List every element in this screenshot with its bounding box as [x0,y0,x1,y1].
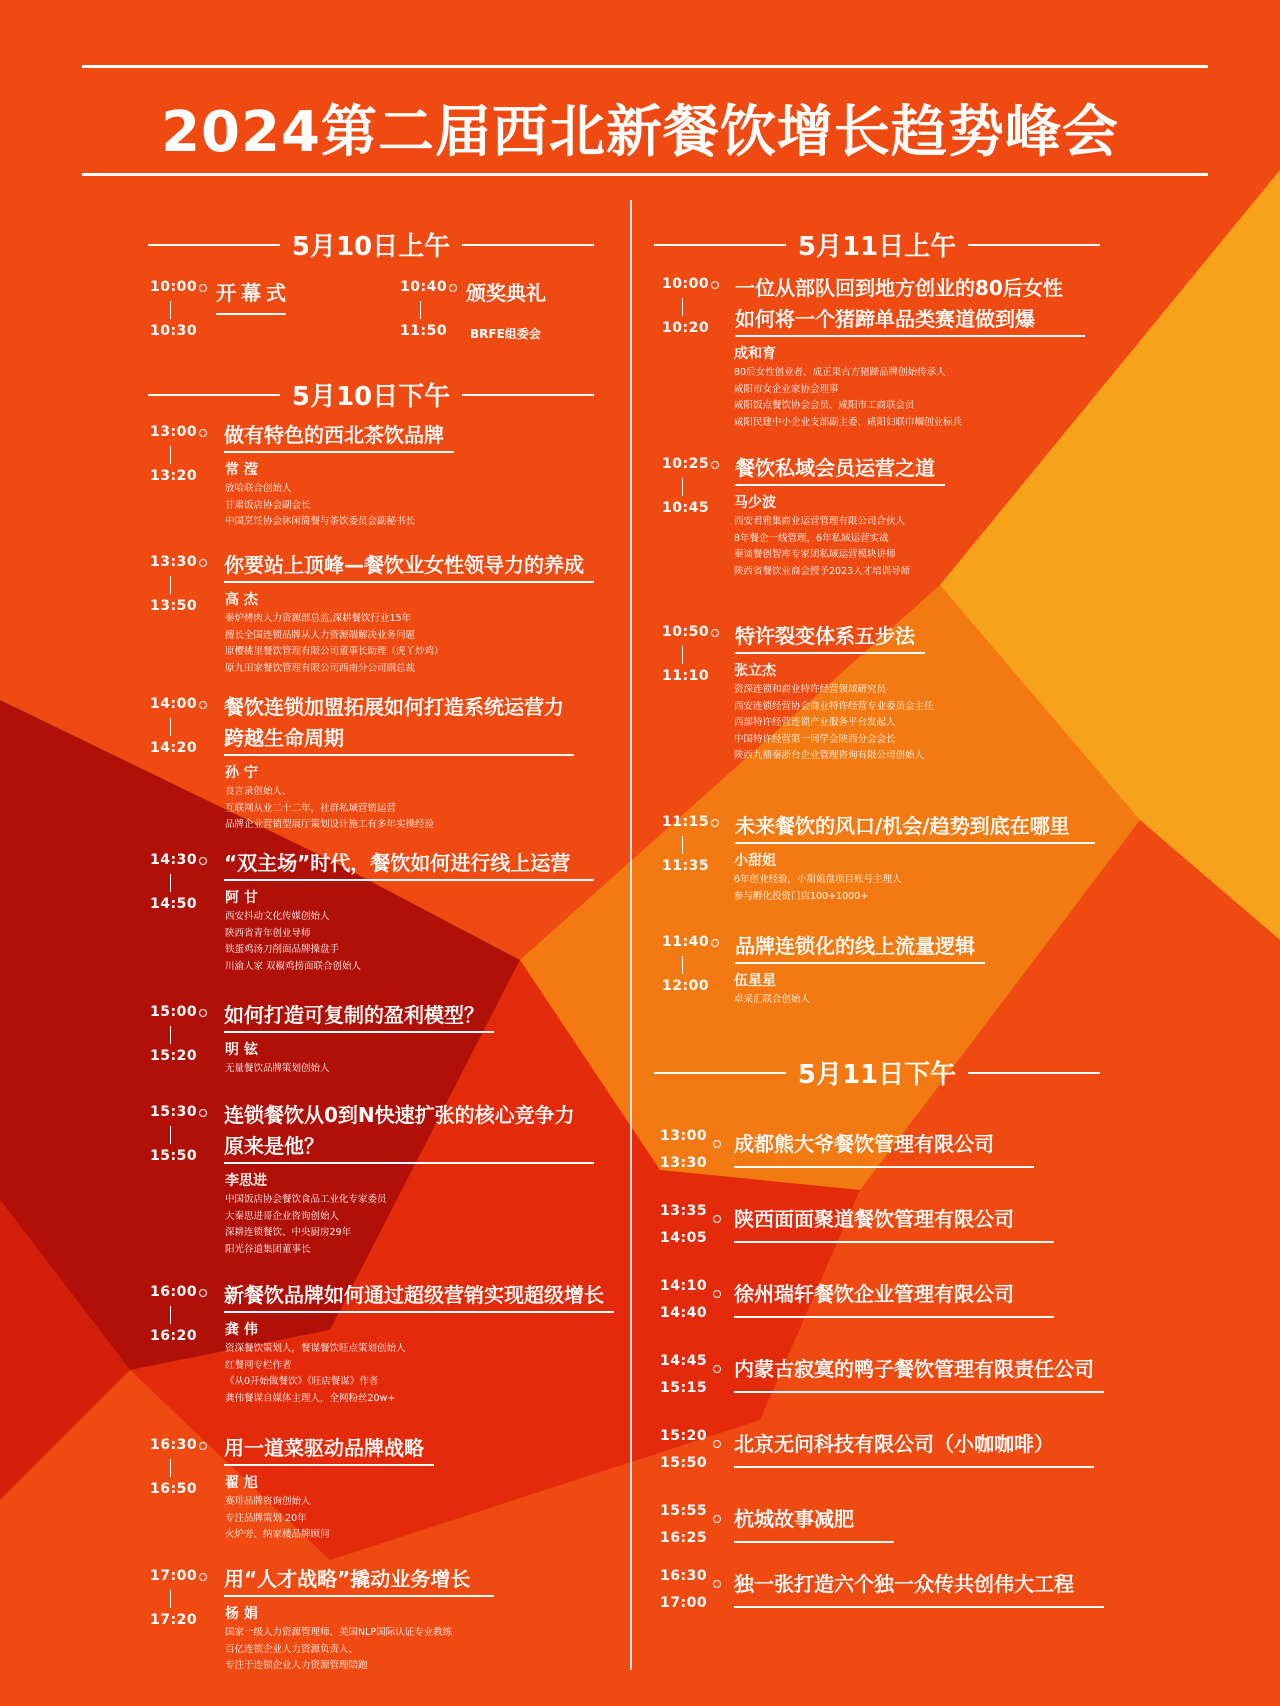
end-time: 10:20 [662,320,710,336]
speaker-detail: 《从0开始做餐饮》《旺店餐谋》作者 [225,1376,379,1387]
company-title: 徐州瑞轩餐饮企业管理有限公司 [734,1282,1014,1306]
time-connector [170,1459,171,1477]
start-time: 16:30 [660,1568,708,1584]
speaker-detail: 专注于连锁企业人力资源管理陪跑 [225,1660,368,1671]
title-underline [216,313,286,315]
session-organizer: BRFE组委会 [470,327,541,341]
time-bullet-icon [711,461,719,469]
start-time: 13:00 [150,424,198,440]
time-connector [420,301,421,319]
speaker-detail: 陕西省餐饮业商会授予2023人才培训导师 [734,565,911,577]
title-underline [735,842,1095,844]
title-underline [734,1391,1104,1393]
time-bullet-icon [199,1442,207,1450]
speaker-detail: 红餐网专栏作者 [225,1359,292,1371]
speaker-detail: 资深连锁和商业特许经营领域研究员 [734,684,887,695]
end-time: 16:25 [660,1530,708,1546]
time-bullet-icon [711,819,719,827]
end-time: 11:35 [662,858,710,874]
speaker-detail: 卓采汇联合创始人 [734,994,811,1005]
session-title: 如何将一个猪蹄单品类赛道做到爆 [735,307,1035,331]
speaker-name: 小甜姐 [734,853,776,869]
session-title: 开幕式 [216,281,291,305]
end-time: 10:30 [150,323,198,339]
speaker-detail: 火炉旁、纳家楼品牌顾问 [225,1529,330,1540]
section-heading: 5月11日上午 [797,232,957,262]
session-title: 餐饮私域会员运营之道 [735,456,935,480]
speaker-detail: 铁蛋鸡汤刀削面品牌操盘手 [225,944,340,955]
speaker-name: 孙 宁 [225,765,258,781]
speaker-name: 李思进 [225,1173,267,1189]
session-title: 用一道菜驱动品牌战略 [224,1436,424,1460]
end-time: 11:50 [400,323,448,339]
start-time: 15:30 [150,1104,198,1120]
speaker-detail: 咸阳市女企业家协会理事 [734,383,839,395]
start-time: 10:50 [662,624,710,640]
end-time: 17:00 [660,1595,708,1611]
time-bullet-icon [199,1109,207,1117]
session-title: 未来餐饮的风口/机会/趋势到底在哪里 [735,814,1070,838]
page-title: 2024第二届西北新餐饮增长趋势峰会 [161,100,1119,165]
title-underline [734,1241,1054,1243]
column-divider [630,200,632,1670]
session-title: 特许裂变体系五步法 [735,624,915,648]
speaker-detail: 8年餐企一线管理，6年私域运营实战 [734,532,889,544]
time-connector [682,646,683,664]
start-time: 11:15 [662,814,710,830]
speaker-detail: 中国特许经营第一同学会陕西分会会长 [734,733,896,745]
section-may10-afternoon [148,376,594,413]
session-title: 颁奖典礼 [466,281,546,305]
speaker-detail: 良言录创始人、 [225,786,292,797]
section-rule [148,244,280,246]
company-title: 成都熊大爷餐饮管理有限公司 [734,1132,994,1156]
session-title: 新餐饮品牌如何通过超级营销实现超级增长 [224,1283,604,1307]
section-rule [148,394,280,396]
speaker-detail: 深耕连锁餐饮、中央厨房29年 [225,1227,352,1238]
time-bullet-icon [199,857,207,865]
speaker-detail: 咸阳民建中小企业支部副主委、咸阳妇联巾帼创业标兵 [734,416,963,428]
speaker-name: 张立杰 [734,663,776,679]
time-bullet-icon [199,429,207,437]
time-connector [170,1306,171,1324]
speaker-detail: 咸阳饭点餐饮协会会员、咸阳市工商联会员 [734,400,915,411]
time-bullet-icon [713,1515,721,1523]
speaker-detail: 秦谈餐创智库专家团私域运营模块讲师 [734,549,896,560]
title-underline [224,1311,614,1313]
speaker-detail: 龚伟餐谋自媒体主理人，全网粉丝20w+ [225,1392,396,1404]
section-rule [462,244,594,246]
section-rule [654,244,786,246]
title-underline [734,1541,894,1543]
section-may11-afternoon [654,1054,1100,1091]
speaker-detail: 陕西省青年创业导师 [225,927,311,939]
start-time: 14:10 [660,1278,708,1294]
speaker-detail: 80后女性创业者、成正果古方猪蹄品牌创始传承人 [734,367,946,378]
end-time: 14:05 [660,1230,708,1246]
end-time: 13:20 [150,468,198,484]
end-time: 15:20 [150,1048,198,1064]
speaker-detail: 中国饭店协会餐饮食品工业化专家委员 [225,1194,387,1205]
title-underline [224,1162,594,1164]
time-connector [682,478,683,496]
title-underline [735,484,945,486]
time-bullet-icon [713,1215,721,1223]
speaker-name: 翟 旭 [225,1475,258,1491]
end-time: 15:15 [660,1380,708,1396]
end-time: 17:20 [150,1612,198,1628]
time-connector [682,836,683,854]
time-bullet-icon [711,939,719,947]
session-title: 如何打造可复制的盈利模型？ [224,1003,484,1027]
start-time: 10:40 [400,279,448,295]
time-bullet-icon [711,281,719,289]
section-may11-morning [654,226,1100,263]
end-time: 14:50 [150,896,198,912]
end-time: 13:30 [660,1155,708,1171]
speaker-detail: 品牌企业营销型展厅策划设计施工有多年实操经验 [225,819,435,830]
session-title: 连锁餐饮从0到N快速扩张的核心竞争力 [224,1103,575,1127]
time-bullet-icon [713,1440,721,1448]
section-heading: 5月10日上午 [291,232,451,262]
title-underline [224,1464,434,1466]
title-underline [224,1595,494,1597]
time-bullet-icon [199,1573,207,1581]
speaker-detail: 原樱桃里餐饮管理有限公司董事长助理（虎丫炒鸡） [225,646,444,657]
time-connector [170,1026,171,1044]
end-time: 14:20 [150,740,198,756]
start-time: 17:00 [150,1568,198,1584]
title-underline [734,1316,1054,1318]
speaker-detail: 西安君雅集商业运营管理有限公司合伙人 [734,516,906,527]
session-title: 做有特色的西北茶饮品牌 [224,423,444,447]
speaker-name: 常 滢 [225,462,258,478]
session-title: 你要站上顶峰—餐饮业女性领导力的养成 [224,553,584,577]
end-time: 16:50 [150,1481,198,1497]
title-underline [734,1606,1104,1608]
company-title: 杭城故事减肥 [734,1507,854,1531]
section-heading: 5月10日下午 [291,382,451,412]
time-bullet-icon [713,1365,721,1373]
speaker-detail: 放哈联合创始人 [225,483,292,494]
end-time: 13:50 [150,598,198,614]
speaker-detail: 大秦思进哥企业咨询创始人 [225,1210,340,1222]
time-connector [170,301,171,319]
title-underline [224,879,594,881]
end-time: 15:50 [150,1148,198,1164]
start-time: 16:00 [150,1284,198,1300]
time-bullet-icon [713,1290,721,1298]
title-underline [224,451,454,453]
company-title: 北京无问科技有限公司（小咖咖啡） [734,1432,1054,1456]
speaker-name: 龚 伟 [225,1322,258,1338]
section-rule [968,244,1100,246]
title-underline [224,754,574,756]
speaker-detail: 秦炉烤肉人力资源部总监,深耕餐饮行业15年 [225,613,412,624]
session-title: “双主场”时代，餐饮如何进行线上运营 [224,851,571,875]
time-connector [170,874,171,892]
title-bottom-rule [82,173,1208,176]
title-underline [735,652,925,654]
speaker-detail: 互联网从业二十二年，社群私域营销运营 [225,802,397,814]
start-time: 10:00 [662,276,710,292]
start-time: 14:45 [660,1353,708,1369]
title-underline [735,335,1085,337]
section-may10-morning [148,226,594,263]
time-bullet-icon [711,629,719,637]
section-rule [968,1072,1100,1074]
speaker-name: 成和育 [734,346,776,362]
speaker-name: 明 铉 [225,1042,258,1058]
start-time: 16:30 [150,1437,198,1453]
speaker-detail: 百亿连锁企业人力资源负责人、 [225,1643,359,1655]
speaker-detail: 参与孵化投资门店100+1000+ [734,890,869,902]
end-time: 10:45 [662,500,710,516]
time-bullet-icon [713,1580,721,1588]
speaker-name: 阿 甘 [225,890,258,906]
speaker-name: 高 杰 [225,592,258,608]
time-bullet-icon [199,1009,207,1017]
session-title: 品牌连锁化的线上流量逻辑 [735,934,975,958]
title-top-rule [82,65,1208,68]
time-connector [170,1590,171,1608]
title-underline [224,1031,494,1033]
time-connector [170,1126,171,1144]
speaker-name: 马少波 [734,495,776,511]
session-title: 原来是他？ [224,1134,324,1158]
speaker-detail: 无量餐饮品牌策划创始人 [225,1063,330,1074]
section-heading: 5月11日下午 [797,1060,957,1090]
company-title: 内蒙古寂寞的鸭子餐饮管理有限责任公司 [734,1357,1094,1381]
speaker-detail: 擅长全国连锁品牌从人力资源端解决业务问题 [225,629,416,641]
start-time: 10:00 [150,279,198,295]
end-time: 15:50 [660,1455,708,1471]
speaker-detail: 甘肃饭店协会副会长 [225,499,311,511]
time-bullet-icon [199,1289,207,1297]
speaker-detail: 西安连锁经营协会商业特许经营专业委员会主任 [734,700,934,712]
time-bullet-icon [713,1140,721,1148]
session-title: 跨越生命周期 [224,726,344,750]
speaker-name: 杨 娟 [225,1606,258,1622]
start-time: 15:55 [660,1503,708,1519]
title-underline [734,1466,1094,1468]
speaker-detail: 资深餐饮策划人，餐谋餐饮旺点策划创始人 [225,1343,406,1354]
speaker-detail: 赛琲品牌咨询创始人 [225,1496,311,1507]
speaker-detail: 专注品牌策划 20年 [225,1512,307,1524]
company-title: 陕西面面聚道餐饮管理有限公司 [734,1207,1014,1231]
session-title: 用“人才战略”撬动业务增长 [224,1567,471,1591]
session-title: 餐饮连锁加盟拓展如何打造系统运营力 [224,695,564,719]
speaker-detail: 6年创业经验，小甜姐盘项目账号主理人 [734,874,902,885]
time-connector [170,718,171,736]
section-rule [462,394,594,396]
title-underline [734,1166,1034,1168]
speaker-name: 伍星星 [734,973,776,989]
time-connector [170,576,171,594]
time-connector [682,956,683,974]
end-time: 12:00 [662,978,710,994]
company-title: 独一张打造六个独一众传共创伟大工程 [734,1572,1074,1596]
end-time: 14:40 [660,1305,708,1321]
speaker-detail: 川渝人家 双椒鸡捞面联合创始人 [225,960,362,972]
speaker-detail: 国家一级人力资源管理师、美国NLP国际认证专业教练 [225,1627,453,1638]
start-time: 13:35 [660,1203,708,1219]
start-time: 13:30 [150,554,198,570]
start-time: 10:25 [662,456,710,472]
start-time: 14:00 [150,696,198,712]
time-bullet-icon [449,284,457,292]
title-underline [224,581,594,583]
section-rule [654,1072,786,1074]
speaker-detail: 西安抖动文化传媒创始人 [225,911,330,922]
title-underline [735,962,985,964]
time-bullet-icon [199,559,207,567]
start-time: 15:00 [150,1004,198,1020]
time-connector [170,446,171,464]
speaker-detail: 原九田家餐饮管理有限公司西南分公司副总裁 [225,662,416,674]
speaker-detail: 西部特许经营连锁产业服务平台发起人 [734,717,896,728]
speaker-detail: 阳光谷道集团董事长 [225,1243,311,1255]
end-time: 16:20 [150,1328,198,1344]
end-time: 11:10 [662,668,710,684]
speaker-detail: 中国烹饪协会休闲简餐与茶饮委员会副秘书长 [225,516,416,527]
start-time: 11:40 [662,934,710,950]
start-time: 13:00 [660,1128,708,1144]
session-title: 一位从部队回到地方创业的80后女性 [735,276,1063,300]
time-bullet-icon [199,701,207,709]
time-bullet-icon [199,284,207,292]
speaker-detail: 陕西九鼎秦浙台企业管理咨询有限公司创始人 [734,750,925,761]
start-time: 14:30 [150,852,198,868]
time-connector [682,298,683,316]
start-time: 15:20 [660,1428,708,1444]
